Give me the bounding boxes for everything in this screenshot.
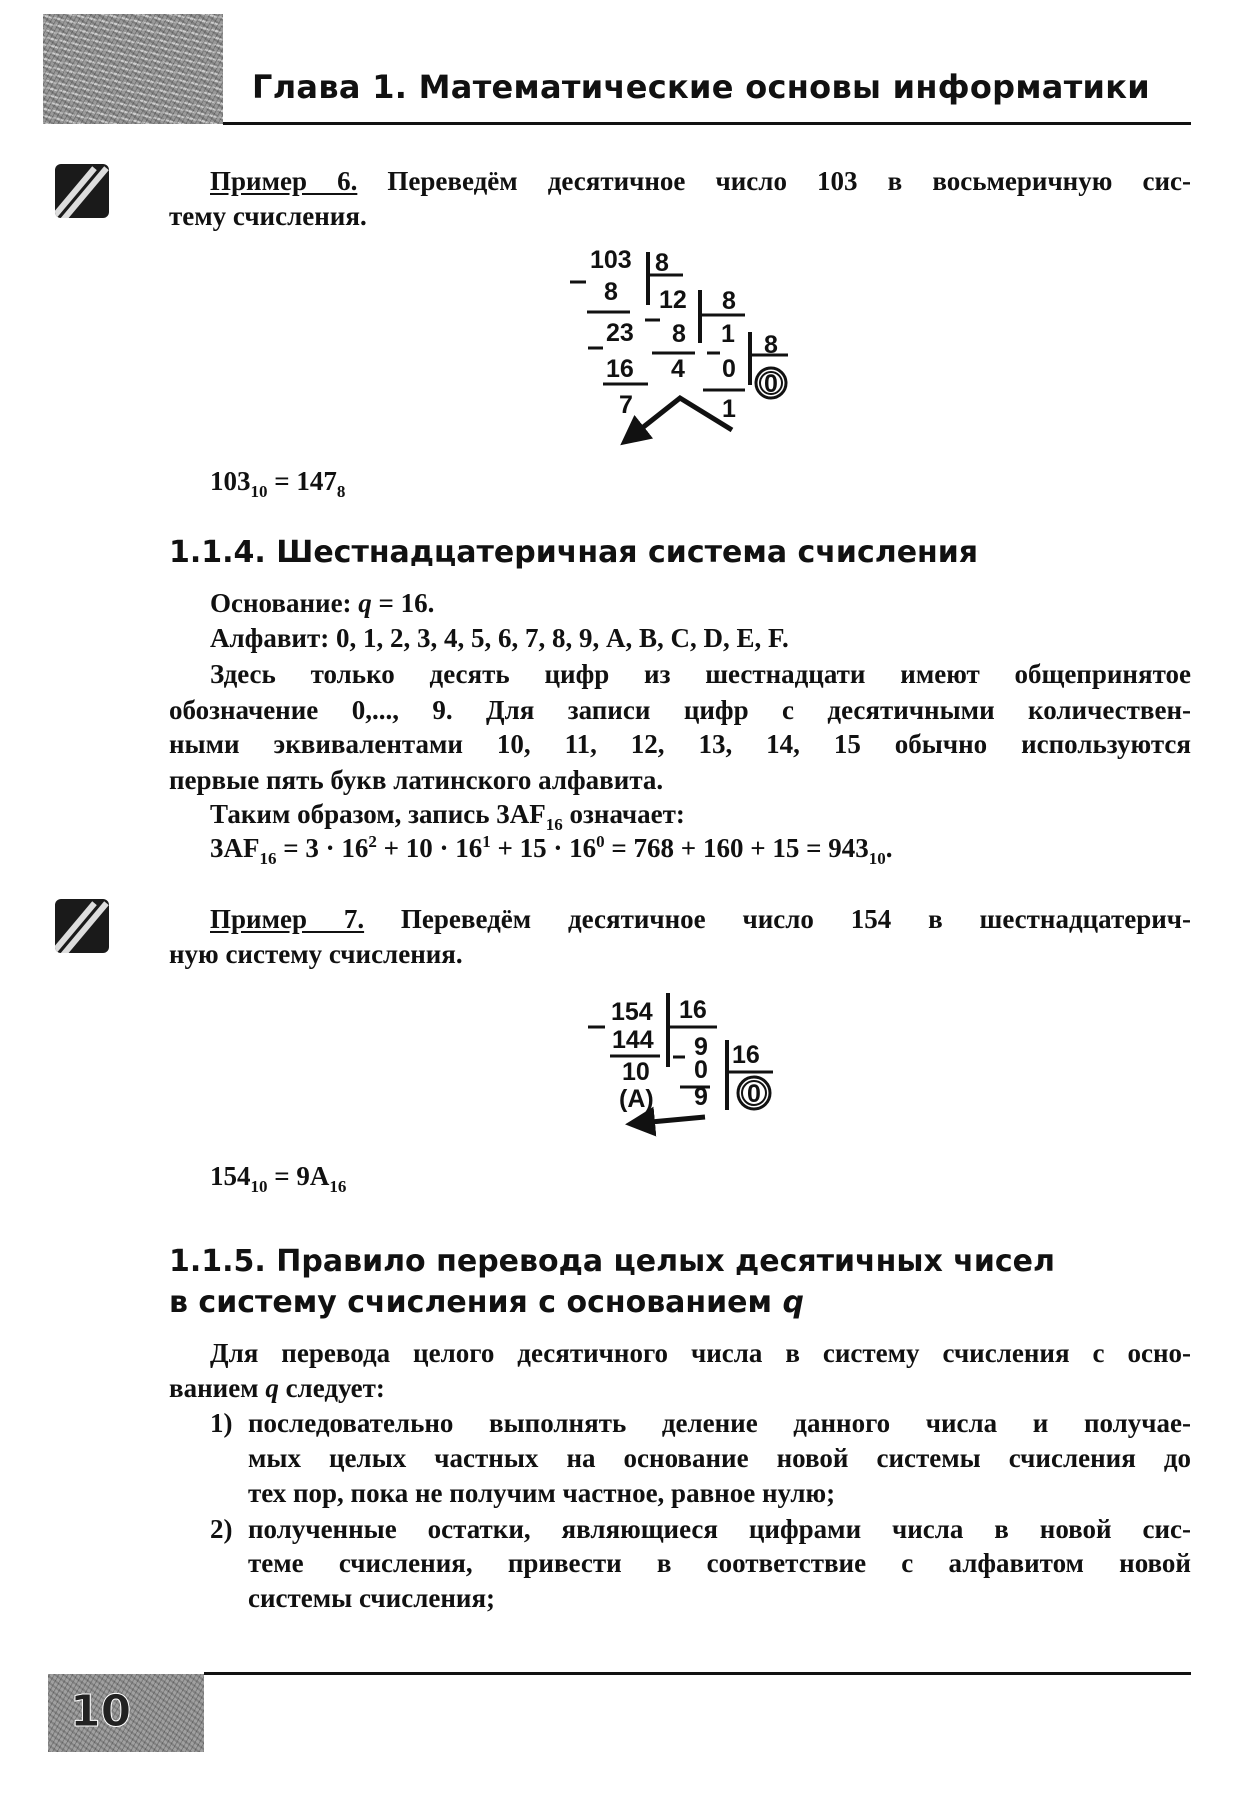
example6-line2: тему счисления.: [169, 201, 367, 231]
division-diagram-103-by-8: [570, 246, 788, 436]
svg-text:16: 16: [606, 355, 634, 383]
svg-text:10: 10: [622, 1058, 650, 1086]
svg-text:0: 0: [694, 1056, 708, 1084]
hex-formula: $3AF_{16} = 3 \cdot 16^2 + 10 \cdot 16^1 + 15 \cdot 16^0 = 768 + 160 + 15 = 943_{10}$.: [210, 832, 893, 868]
svg-text:8: 8: [764, 331, 778, 359]
list-item-line: тех пор, пока не получим частное, равное нулю;: [248, 1478, 836, 1508]
example6-line1: Пример 6. Переведём десятичное число 103 в восьмеричную сис-: [210, 166, 1191, 196]
svg-text:154: 154: [611, 998, 653, 1026]
svg-text:(A): (A): [619, 1085, 654, 1113]
svg-text:8: 8: [722, 287, 736, 315]
list-item-line: полученные остатки, являющиеся цифрами числа в новой сис-: [248, 1514, 1191, 1544]
list-item-line: системы счисления;: [248, 1583, 496, 1613]
list-item-line: теме счисления, привести в соответствие с алфавитом новой: [248, 1548, 1191, 1578]
base-line: Основание: q = 16.: [210, 588, 435, 618]
svg-text:0: 0: [722, 355, 736, 383]
svg-text:144: 144: [612, 1026, 654, 1054]
svg-text:0: 0: [764, 370, 778, 398]
svg-text:8: 8: [655, 249, 669, 277]
pencil-icon: [55, 899, 109, 953]
result-154-to-hex: $154_{10} = 9A_{16}$: [210, 1161, 347, 1196]
svg-text:8: 8: [672, 320, 686, 348]
svg-text:0: 0: [747, 1080, 761, 1108]
svg-text:12: 12: [659, 286, 687, 314]
paragraph-line: ными эквивалентами 10, 11, 12, 13, 14, 15 обычно используются: [169, 729, 1191, 759]
svg-text:1: 1: [721, 320, 735, 348]
alphabet-line: Алфавит: 0, 1, 2, 3, 4, 5, 6, 7, 8, 9, A, B, C, D, E, F.: [210, 623, 789, 653]
page-number: 10: [70, 1686, 132, 1737]
svg-text:9: 9: [694, 1083, 708, 1111]
paragraph-line: Здесь только десять цифр из шестнадцати имеют общепринятое: [210, 659, 1191, 689]
intro-line: Для перевода целого десятичного числа в систему счисления с осно-: [210, 1338, 1191, 1368]
footer-rule: [204, 1672, 1191, 1675]
list-item-line: последовательно выполнять деление данного числа и получае-: [248, 1408, 1191, 1438]
example7-line2: ную систему счисления.: [169, 939, 463, 969]
chapter-title: Глава 1. Математические основы информатики: [252, 68, 1151, 106]
paragraph-line: первые пять букв латинского алфавита.: [169, 765, 664, 795]
division-diagram-154-by-16: [588, 993, 773, 1123]
section-1-1-5-heading: 1.1.5. Правило перевода целых десятичных чисел: [169, 1244, 1055, 1279]
example7-line1: Пример 7. Переведём десятичное число 154 в шестнадцатерич-: [210, 904, 1192, 934]
svg-text:4: 4: [671, 355, 685, 383]
paragraph-line: обозначение 0,..., 9. Для записи цифр с десятичными количествен-: [169, 695, 1191, 725]
svg-text:103: 103: [590, 246, 632, 274]
svg-text:9: 9: [694, 1033, 708, 1061]
section-1-1-5-heading-cont: в систему счисления с основанием q: [169, 1285, 804, 1320]
list-number: 2): [210, 1514, 233, 1544]
list-item-line: мых целых частных на основание новой системы счисления до: [248, 1443, 1191, 1473]
svg-text:7: 7: [619, 391, 633, 419]
list-number: 1): [210, 1408, 233, 1438]
svg-text:1: 1: [722, 395, 736, 423]
svg-text:16: 16: [679, 996, 707, 1024]
section-1-1-4-heading: 1.1.4. Шестнадцатеричная система счисления: [169, 535, 979, 570]
thus-line: Таким образом, запись $3AF_{16}$ означает:: [210, 799, 685, 834]
result-103-to-octal: $103_{10} = 147_8$: [210, 466, 346, 501]
svg-text:23: 23: [606, 319, 634, 347]
intro-line: ванием q следует:: [169, 1373, 385, 1403]
svg-text:16: 16: [732, 1041, 760, 1069]
svg-text:8: 8: [604, 278, 618, 306]
